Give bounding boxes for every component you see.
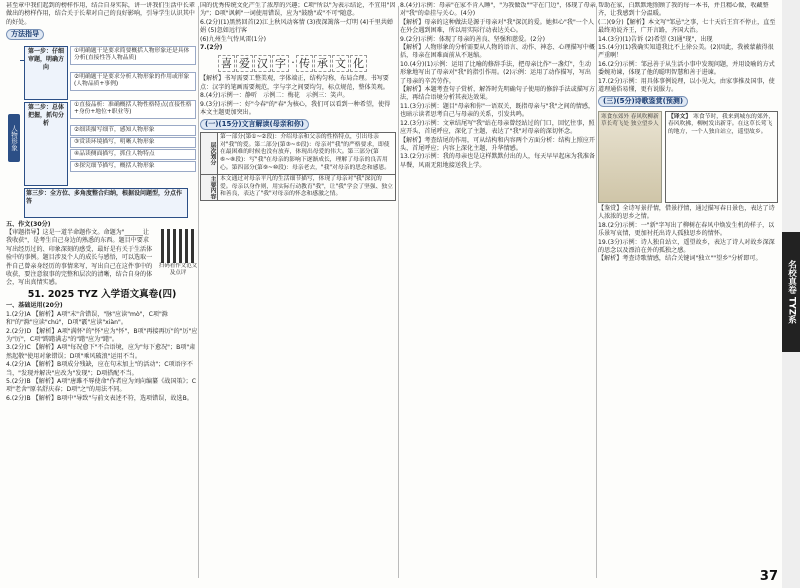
exam-title: 51. 2025 TYZ 入学语文真卷(四) [27,288,177,300]
section-1-heading: 一、基础运用(20分) [6,302,63,310]
column-divider [596,6,597,578]
analysis-9: 【解析】人物形象的分析需要从人物的语言、动作、神态、心理描写中概括，母亲在困难面前从不退缩。 [400,44,595,60]
answer-11: 11.(3分)示例：题目"母亲和你"一语双关，既指母亲与"我"之间的情感，也暗示读者思考自己与母亲的关系，引发共鸣。 [400,102,595,119]
column-4 [598,2,778,582]
q9-answer: 9.(3分)示例一：好"今春"的"春"为核心，我们可以看到一种希望，使得本文主题更加突出。 [200,100,391,117]
hand-char: 文 [332,55,349,72]
column-1 [6,2,198,582]
method-root: 人物形象 [8,114,20,162]
table-row [201,132,396,174]
answer-1: 1.(2分)A 【解析】A项"末"含错误，"脉"应读"mò"，C项"滁和"的"滁"应读"chú"，D项"霰"应读"xiàn"。 [6,310,168,327]
answer-16: 16.(2分)示例：邹忌善于从生活小事中发现问题，并用设喻的方式委婉劝谏，体现了他的聪明智慧和善于进谏。 [598,60,775,77]
answer-5: 5.(2分)B 【解析】A项"唐雎不辱使命"作者应为刘向编纂《战国策》；C项"老舍"原名舒庆春；D项"之"的用法不同。 [6,377,196,394]
top-text: 国的优秀传统文化产生了浓厚的兴趣；C项"所以"为表示结论，不宜用"因为"；D项"讽刺"一词使用错误，应为"鼓励"或"不可"随意。 [200,2,396,18]
table-cell: 本文通过对母亲平凡的生活细节描写，体现了母亲对"我"深沉的爱。母亲以身作则，用实际行动教育"我"，让"我"学会了坚强、独立和善良，表达了"我"对母亲的怀念和感激之情。 [218,174,396,200]
answer-2: 2.(2分)D 【解析】A项"满怀"的"怀"应为"怀"，B项"再接再厉"的"厉"应为"厉"，C项"踌躇满志"的"躇"应为"躇"。 [6,327,198,343]
q7-analysis: 【解析】书写需要工整美观，字体端正，结构匀称，布局合理。书写要点：汉字的笔画需要规范，字与字之间要均匀，标点规范，整体美观。 [200,75,389,91]
hand-char: 承 [314,55,331,72]
poem-title: (三)(5分)诗歌鉴赏(预测) [598,96,688,106]
q7-heading: 7.(2分) [200,44,223,52]
answer-14: 14.(3分)(1)告诉 (2)希望 (3)通"现"，出现 [598,35,713,43]
poem-block [598,111,778,203]
poem-note-2: 18.(2分)示例：一"新"字写出了柳树在春风中焕发生机的样子，以乐景写哀情，更加衬托出诗人孤独思乡的情怀。 [598,221,775,238]
method-diagram [6,44,198,218]
poem-note-4: 【解析】考查诗歌情感，结合关键词"独立""望乡"分析即可。 [598,255,762,263]
answer-3: 3.(2分)C 【解析】A项"每况愈下"不合语境，应为"每下愈况"；B项"肃然起敬"使用对象错误；D项"乘风破浪"运用不当。 [6,344,196,360]
hand-char: 汉 [254,55,271,72]
method-step-2: 第二步：总体把握，抓句分析 [24,102,68,186]
method-step-3: 第三步：全方位、多角度整合归纳，根据设问题型，分点作答 [24,188,188,218]
method-step-2-item-3: ③赏读环境描写，明晰人物形象 [70,137,196,149]
answer-9: 9.(2分)示例：体现了母亲的善良、坚强和慈爱。(2分) [400,35,545,43]
answer-13: 13.(2分)示例：我的母亲也是这样默默付出的人，每天早早起床为我准备早餐，风雨无阻地接送我上学。 [400,153,596,169]
method-step-2-item-1: ①直接品析：准确概括人物性格特点(直接性格+身份+地位+职业等) [70,100,196,119]
method-step-1-item-2: ②明确题干是要求分析人物形象的作用或形象(人物品质+事例) [70,72,196,91]
column-divider [198,6,199,578]
qr-block[interactable] [158,229,198,277]
answer-10: 10.(4分)(1)示例：运用了比喻的修辞手法，把母亲比作"一盏灯"，生动形象地写出了母亲对"我"的指引作用。(2)示例：运用了动作描写，写出了母亲的辛苦劳作。 [400,60,591,85]
method-step-2-item-2: ②细读描写细节，感知人物形象 [70,125,196,137]
column-2 [200,2,396,582]
writing-text: 【审题指导】这是一道半命题作文。命题为"______让我收获"，是考生自己身边的熟悉的东西。题目中要求写出经历过的、印象深刻的感受，最好是有关于生活体验中的事例。题目涉及个人的成长与感悟，可以选取一件自己曾亲身经历的事情来写，写出自己在这件事中的收获，要注意叙事的完整和层次的清晰，结合自身的体会，写出真情实感。 [6,229,153,287]
col4-text-1: 帮助在家，白默默地照顾了我的每一本书，并且精心做，收藏整齐，让我感到十分温暖。 [598,2,769,18]
qr-code-icon[interactable] [161,229,195,263]
intro-text: 甚至章中我们起到的榜样作用，结合自身实际，讲一讲我们生活中长辈做出的榜样作用，结合关于长辈对自己的良好影响，引导学生认识其中的好处。 [6,2,195,26]
poem-note-1: 【鉴赏】全诗写景抒情，借景抒情，通过描写春日景色，表达了诗人浓浓的思乡之情。 [598,204,775,221]
method-step-1: 第一步：仔细审题，明确方向 [24,46,68,100]
side-tab: 名校真卷 TYZ系 [782,232,800,352]
poem-image: 寒食东郊外 春风吹柳新 草长莺飞处 独立望乡人 [598,111,662,203]
table-head: 主要内容 [201,174,218,200]
handwriting-row [218,55,396,72]
method-title: 方法指导 [6,29,44,39]
q8-answer: 8.(4分)示例一：静听 示例二：梅花 示例三：笑声。 [200,92,349,100]
poem-translation: 寒食节时，我来到城东的郊外，春风吹拂，柳树发出新芽。在这草长莺飞的地方，一个人独自站立，遥望故乡。 [668,113,775,136]
method-step-2-item-5: ⑤探究细节描写，概括人物形象 [70,161,196,173]
table-head: 层次划分 [201,132,218,174]
hand-char: 化 [350,55,367,72]
method-step-2-item-4: ④品读侧面描写，抓住人物特点 [70,149,196,161]
answer-8: 8.(4分)示例：母亲"在家不肯入睡"，"为我做饭""守在门边"，体现了母亲对"我"的牵挂与关心。(4分) [400,2,596,18]
writing-guide [6,229,198,288]
table-row [201,174,396,200]
column-3 [400,2,596,582]
hand-char: 字 [272,55,289,72]
analysis-8: 【解析】母亲的这种做法是源于母亲对"我"深沉的爱。她担心"我"一个人在外会遇到困难，所以用实际行动表达关心。 [400,18,595,35]
col4-text-2: (二)(9分)【解析】本文写"邹忌"之事，七十天后王宫不停止，直至最终劝说齐王，广开言路，齐国大治。 [598,18,776,35]
table-cell: 第一部分(第①~②段)：介绍母亲和父亲的性格特点，引出母亲对"我"的爱。第二部分(第③~⑤段)：母亲对"我"的严格要求，即使在最困难的时候也没有放弃，体现出母爱的伟大。第三部分(第⑥~⑧段)：写"我"在母亲的影响下逐渐成长，理解了母亲的良苦用心。第四部分(第⑨~⑩段)：母亲老去，"我"对母亲的思念和感恩。 [218,132,396,174]
reading-title: (一)(15分)文言解读(母亲和你) [200,119,309,129]
answer-15: 15.(4分)(1)我确实知道我比不上徐公美。(2)因此，我被蒙蔽得很严重啊！ [598,44,774,60]
hand-char-dot: · [291,56,295,70]
writing-heading: 五、作文(30分) [6,220,51,228]
analysis-12: 【解析】考查结尾的作用，可从结构和内容两个方面分析：结构上照应开头、首尾呼应；内容上深化主题，升华情感。 [400,136,595,152]
reading-table [200,132,396,201]
q6-answer: 6.(2分)(1)黑然回首(2)江上秋风动客情 (3)夜深篱落一灯明 (4)千里共婵娟 (5)忽如远行客 [200,18,394,35]
answer-12: 12.(3分)示例：文章结尾写"我"站在母亲曾经站过的门口，回忆往事，照应开头，首尾呼应，深化了主题，表达了"我"对母亲的深切怀念。 [400,119,595,136]
answer-17: 17.(2分)示例：用具体事例说理，以小见大，由家事推及国事，使道理通俗易懂，更有说服力。 [598,77,775,94]
answer-4: 4.(2分)A 【解析】B项成分残缺，应在句末加上"的活动"；C项语序不当，"发现并解决"应改为"发现"；D项搭配不当。 [6,361,193,377]
answer-6: 6.(2分)B 【解析】B项中"导致"与前文表述不符，选项错误，故选B。 [6,394,193,402]
poem-translation-box [665,111,778,203]
q6-answer-cont: (6)九州生气恃风雷(1分) [200,35,267,43]
hand-char: 传 [296,55,313,72]
hand-char: 喜 [218,55,235,72]
page-number: 37 [759,569,778,584]
right-sidebar [782,0,800,588]
qr-caption: 扫码看作文范文及点评 [158,263,198,277]
method-step-1-item-1: ①明确题干是要求简要概括人物形象还是具体分析(直接性答人物品质) [70,46,196,65]
poem-translation-title: 【译文】 [668,113,692,120]
analysis-10: 【解析】本题考查句子赏析，解答时先明确句子使用的修辞手法或描写方法，再结合语境分析其表达效果。 [400,86,595,102]
poem-note-3: 19.(3分)示例：诗人独自站立，遥望故乡，表达了诗人对故乡深深的思念以及漂泊在外的孤独之感。 [598,238,775,254]
hand-char: 爱 [236,55,253,72]
column-divider [398,6,399,578]
